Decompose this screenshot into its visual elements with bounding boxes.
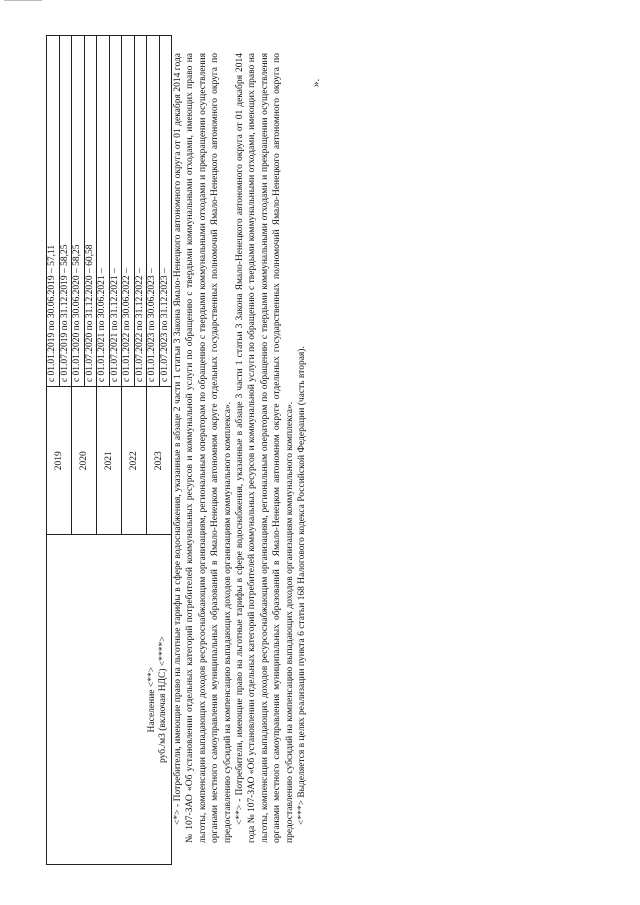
year-cell: 2021	[97, 387, 122, 535]
year-cell: 2022	[122, 387, 147, 535]
category-line-2: руб./м3 (включая НДС) <****>	[158, 636, 168, 763]
tariff-table	[46, 35, 172, 865]
period-cell: с 01.01.2022 по 30.06.2022 –	[122, 36, 135, 387]
closing-quote-mark: ».	[310, 78, 322, 87]
category-line-1: Население <**>	[147, 666, 157, 733]
period-cell: с 01.07.2020 по 31.12.2020 – 60,58	[84, 36, 97, 387]
table-row	[47, 36, 60, 865]
top-edge-mark	[4, 0, 42, 1]
footnotes	[172, 53, 308, 843]
period-cell: с 01.07.2022 по 31.12.2022 –	[134, 36, 147, 387]
footnote-3: <***> Выделяется в целях реализации пункта 6 статьи 168 Налогового кодекса Российской Федерации (часть вторая).	[297, 346, 308, 825]
period-cell: с 01.07.2021 по 31.12.2021 –	[109, 36, 122, 387]
period-cell: с 01.01.2020 по 30.06.2020 – 58,25	[72, 36, 85, 387]
rotated-page-content	[42, 25, 344, 905]
period-cell: с 01.01.2021 по 30.06.2021 –	[97, 36, 110, 387]
category-cell	[47, 535, 172, 865]
period-cell: с 01.07.2023 по 31.12.2023 –	[159, 36, 172, 387]
footnote-1: <*> - Потребители, имеющие право на льготные тарифы в сфере водоснабжения, указанные в абзаце 2 части 1 статьи 3 Закона Ямало-Ненецкого автономного округа от 01 декабря 2014 года № 107-ЗАО «Об установлении отдельных категорий потребителей коммунальных ресурсов и коммунальной услуги по обращению с твердыми коммунальными отходами, имеющих право на льготы, компенсации выпадающих доходов ресурсоснабжающим организациям, региональным операторам по обращению с твердыми коммунальными отходами и прекращении осуществления органами местного самоуправления муниципальных образований в Ямало-Ненецком автономном округе отдельных государственных полномочий Ямало-Ненецкого автономного округа по предоставлению субсидий на компенсацию выпадающих доходов организациям коммунального комплекса».	[173, 53, 233, 843]
year-cell: 2020	[72, 387, 97, 535]
year-cell: 2019	[47, 387, 72, 535]
period-cell: с 01.01.2019 по 30.06.2019 – 57,11	[47, 36, 60, 387]
period-cell: с 01.07.2019 по 31.12.2019 – 58,25	[59, 36, 72, 387]
period-cell: с 01.01.2023 по 30.06.2023 –	[147, 36, 160, 387]
year-cell: 2023	[147, 387, 172, 535]
footnote-2: <**> - Потребители, имеющие право на льготные тарифы в сфере водоснабжения, указанные в абзаце 3 части 1 статьи 3 Закона Ямало-Ненецкого автономного округа от 01 декабря 2014 года № 107-ЗАО «Об установлении отдельных категорий потребителей коммунальных ресурсов и коммунальной услуги по обращению с твердыми коммунальными отходами, имеющих право на льготы, компенсации выпадающих доходов ресурсоснабжающим организациям, региональным операторам по обращению с твердыми коммунальными отходами и прекращении осуществления органами местного самоуправления муниципальных образований в Ямало-Ненецком автономном округе отдельных государственных полномочий Ямало-Ненецкого автономного округа по предоставлению субсидий на компенсацию выпадающих доходов организациям коммунального комплекса».	[235, 53, 295, 843]
